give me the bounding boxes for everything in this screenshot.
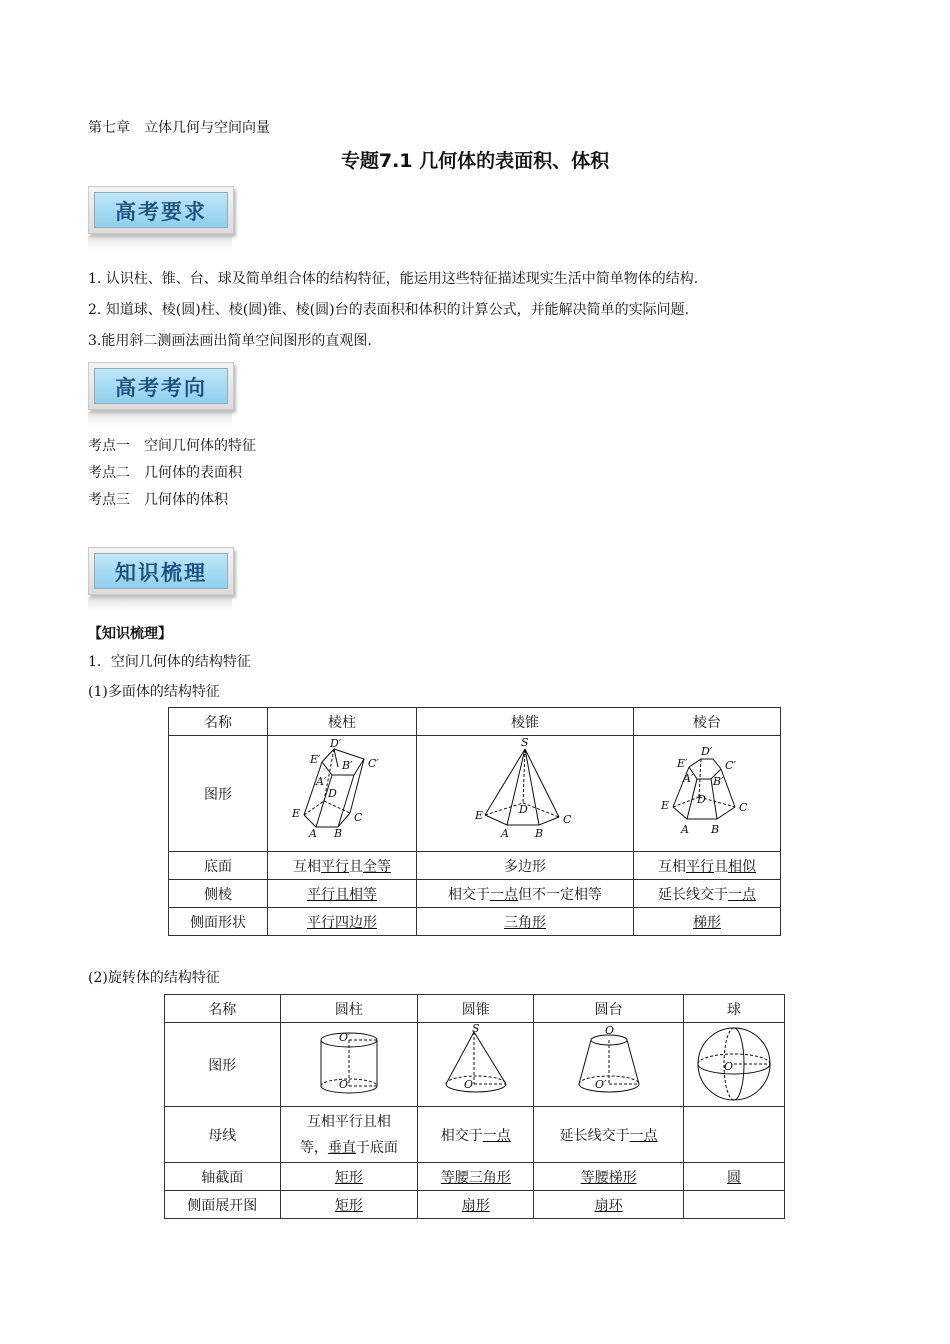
banner-directions <box>88 362 234 410</box>
requirement-item-2: 2. 知道球、棱(圆)柱、棱(圆)锥、棱(圆)台的表面积和体积的计算公式，并能解决简单的实际问题. <box>88 302 690 318</box>
table-cell <box>417 880 634 908</box>
round-frustum-label: O <box>604 1023 614 1037</box>
requirement-item-1: 1. 认识柱、锥、台、球及简单组合体的结构特征，能运用这些特征描述现实生活中简单物体的结构. <box>88 271 699 287</box>
table-cell <box>268 880 417 908</box>
table-header: 棱锥 <box>417 708 634 736</box>
sphere-label: O <box>724 1059 734 1073</box>
underlined-answer: 等腰三角形 <box>440 1169 511 1186</box>
banner-knowledge <box>88 547 234 595</box>
underlined-answer: 扇形 <box>461 1197 490 1214</box>
banner-reflection <box>88 597 232 611</box>
exam-point-2: 考点二 几何体的表面积 <box>88 465 242 481</box>
row-label: 侧面形状 <box>169 908 268 936</box>
table-header: 球 <box>684 995 785 1023</box>
pyramid-figure-cell <box>417 736 634 852</box>
pyramid-label: C <box>563 812 572 826</box>
table-cell <box>684 1107 785 1163</box>
cylinder-figure <box>299 1024 399 1102</box>
prism-figure-cell <box>268 736 417 852</box>
pyramid-figure <box>465 737 585 847</box>
row-label: 母线 <box>165 1107 281 1163</box>
prism-figure <box>282 737 402 847</box>
underlined-answer: 一点 <box>728 886 756 903</box>
cylinder-label: O <box>338 1077 348 1091</box>
prism-label: E′ <box>310 752 321 766</box>
cell-text: 互相 <box>658 858 686 875</box>
prism-label: A <box>309 826 317 840</box>
underlined-answer: 矩形 <box>334 1197 363 1214</box>
banner-reflection <box>88 236 232 250</box>
table-cell <box>418 1191 534 1219</box>
section-heading: 1．空间几何体的结构特征 <box>88 654 251 670</box>
frustum-label: D <box>697 792 706 806</box>
underlined-answer: 平行四边形 <box>307 914 377 931</box>
prism-label: B′ <box>342 758 353 772</box>
cell-text: 相交于 <box>440 1127 483 1144</box>
table-cell <box>417 908 634 936</box>
row-label: 侧面展开图 <box>165 1191 281 1219</box>
pyramid-label: S <box>521 736 529 749</box>
pyramid-label: A <box>501 826 509 840</box>
frustum-label: C <box>739 800 748 814</box>
polyhedra-table <box>168 707 781 936</box>
prism-label: D′ <box>330 736 342 750</box>
underlined-answer: 扇环 <box>594 1197 623 1214</box>
round-frustum-label: O′ <box>594 1077 607 1091</box>
subsection-rotation: (2)旋转体的结构特征 <box>88 970 220 986</box>
underlined-answer: 梯形 <box>693 914 721 931</box>
table-cell <box>280 1107 418 1163</box>
pyramid-label: E <box>475 808 484 822</box>
frustum-label: E′ <box>677 756 688 770</box>
cell-text: 互相 <box>293 858 321 875</box>
table-header: 圆台 <box>534 995 684 1023</box>
exam-point-1: 考点一 空间几何体的特征 <box>88 438 256 454</box>
table-cell <box>268 908 417 936</box>
table-header: 圆锥 <box>418 995 534 1023</box>
frustum-label: E <box>661 798 670 812</box>
table-cell <box>534 1107 684 1163</box>
table-cell <box>418 1163 534 1191</box>
frustum-round-figure-cell <box>534 1023 684 1107</box>
frustum-figure <box>647 737 767 847</box>
cone-label: S <box>471 1023 480 1035</box>
cell-text: 等， <box>299 1139 328 1156</box>
prism-label: D <box>328 786 337 800</box>
cone-label: O <box>463 1077 473 1091</box>
frustum-label: A′ <box>683 771 694 785</box>
underlined-answer: 平行 <box>321 858 349 875</box>
table-cell: 多边形 <box>417 852 634 880</box>
underlined-answer: 一点 <box>482 1127 511 1144</box>
round-frustum-figure <box>559 1024 659 1102</box>
chapter-label: 第七章 立体几何与空间向量 <box>88 120 270 136</box>
cell-text: 且 <box>714 858 728 875</box>
cylinder-figure-cell <box>280 1023 418 1107</box>
cylinder-label: O′ <box>338 1030 351 1044</box>
knowledge-heading: 【知识梳理】 <box>88 626 172 642</box>
table-cell <box>280 1163 418 1191</box>
table-cell <box>268 852 417 880</box>
underlined-answer: 圆 <box>727 1169 741 1186</box>
table-cell <box>634 908 781 936</box>
pyramid-label: B <box>535 826 544 840</box>
underlined-answer: 一点 <box>490 886 518 903</box>
row-label: 图形 <box>169 736 268 852</box>
pyramid-label: D <box>519 802 528 816</box>
cell-text: 且 <box>349 858 363 875</box>
cell-text: 相交于 <box>448 886 490 903</box>
requirement-item-3: 3.能用斜二测画法画出简单空间图形的直观图. <box>88 333 372 349</box>
underlined-answer: 平行 <box>686 858 714 875</box>
banner-reflection <box>88 412 232 426</box>
prism-label: A′ <box>316 774 327 788</box>
table-header: 圆柱 <box>280 995 418 1023</box>
frustum-figure-cell <box>634 736 781 852</box>
cell-text: 互相平行且相 <box>306 1113 391 1130</box>
cell-text <box>281 1135 418 1161</box>
page-title: 专题7.1 几何体的表面积、体积 <box>340 150 610 172</box>
table-cell <box>280 1191 418 1219</box>
cell-text: 于底面 <box>355 1139 398 1156</box>
table-cell <box>534 1163 684 1191</box>
banner-knowledge-text: 知识梳理 <box>115 560 207 585</box>
frustum-label: B <box>711 822 720 836</box>
row-label: 侧棱 <box>169 880 268 908</box>
cell-text: 延长线交于 <box>658 886 728 903</box>
banner-requirements-text: 高考要求 <box>115 199 207 224</box>
row-label: 轴截面 <box>165 1163 281 1191</box>
table-cell <box>534 1191 684 1219</box>
underlined-answer: 矩形 <box>334 1169 363 1186</box>
banner-directions-text: 高考考向 <box>115 375 207 400</box>
cone-figure <box>426 1024 526 1102</box>
underlined-answer: 三角形 <box>504 914 546 931</box>
underlined-answer: 相似 <box>728 858 756 875</box>
table-cell <box>634 880 781 908</box>
prism-label: E <box>292 806 301 820</box>
row-label: 底面 <box>169 852 268 880</box>
table-header: 名称 <box>169 708 268 736</box>
prism-label: B <box>334 826 343 840</box>
frustum-label: A <box>681 822 689 836</box>
sphere-figure-cell <box>684 1023 785 1107</box>
row-label: 图形 <box>165 1023 281 1107</box>
cell-text: 延长线交于 <box>559 1127 630 1144</box>
underlined-answer: 平行且相等 <box>307 886 377 903</box>
banner-requirements <box>88 186 234 234</box>
frustum-label: B′ <box>713 774 724 788</box>
frustum-label: C′ <box>725 758 736 772</box>
rotation-table <box>164 994 785 1219</box>
table-cell <box>418 1107 534 1163</box>
frustum-label: D′ <box>701 744 713 758</box>
sphere-figure <box>684 1024 784 1102</box>
prism-label: C′ <box>368 756 379 770</box>
table-header: 棱柱 <box>268 708 417 736</box>
prism-label: C <box>354 810 363 824</box>
cone-figure-cell <box>418 1023 534 1107</box>
table-header: 名称 <box>165 995 281 1023</box>
subsection-polyhedra: (1)多面体的结构特征 <box>88 684 220 700</box>
cell-text: 但不一定相等 <box>518 886 602 903</box>
exam-point-3: 考点三 几何体的体积 <box>88 492 228 508</box>
underlined-answer: 垂直 <box>327 1139 356 1156</box>
table-cell <box>684 1163 785 1191</box>
table-cell <box>684 1191 785 1219</box>
table-header: 棱台 <box>634 708 781 736</box>
underlined-answer: 一点 <box>629 1127 658 1144</box>
underlined-answer: 全等 <box>363 858 391 875</box>
underlined-answer: 等腰梯形 <box>580 1169 637 1186</box>
table-cell <box>634 852 781 880</box>
